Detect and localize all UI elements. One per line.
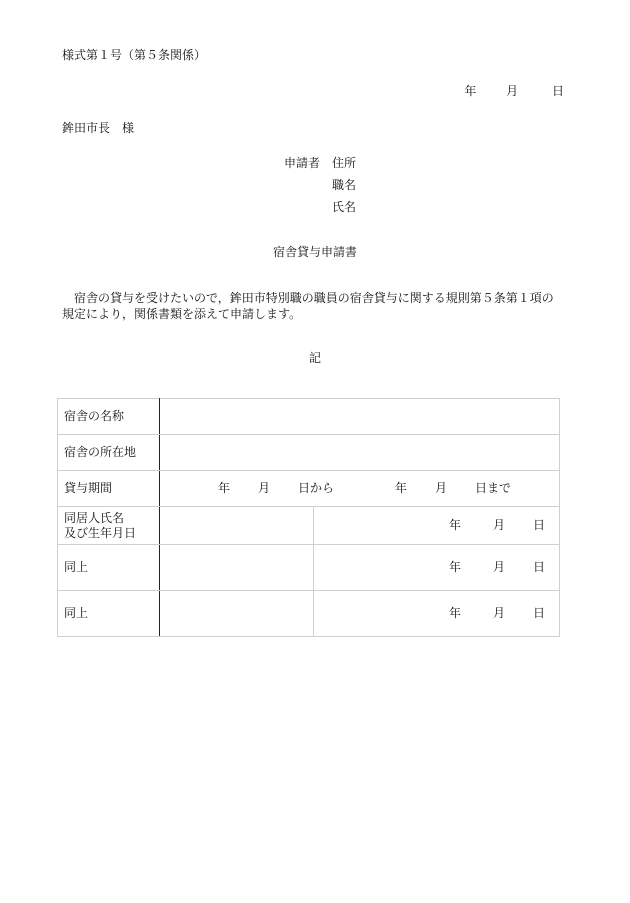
same-name-field-1[interactable] — [160, 545, 314, 591]
body-line-2: 規定により，関係書類を添えて申請します。 — [62, 307, 302, 321]
cohabitant-birthdate-field[interactable] — [314, 507, 560, 545]
period-day-from: 日から — [298, 481, 335, 495]
applicant-position-row — [284, 177, 356, 199]
same-name-field-2[interactable] — [160, 591, 314, 637]
loan-period-values — [166, 481, 553, 496]
table-row-dormitory-name — [58, 399, 560, 435]
ymd-month: 月 — [492, 606, 505, 620]
period-year-1: 年 — [218, 481, 231, 495]
same-label-1: 同上 — [58, 545, 160, 591]
addressee: 鉾田市長 様 — [62, 121, 135, 135]
table-row-same-2 — [58, 591, 560, 637]
dormitory-name-field[interactable] — [160, 399, 560, 435]
period-year-2: 年 — [395, 481, 408, 495]
date-year: 年 — [464, 84, 477, 98]
ymd-year: 年 — [448, 560, 461, 574]
body-text — [62, 290, 568, 322]
date-month: 月 — [506, 84, 519, 98]
applicant-address-row — [284, 155, 356, 177]
table-row-loan-period — [58, 471, 560, 507]
form-number: 様式第１号（第５条関係） — [62, 48, 207, 62]
period-month-1: 月 — [258, 481, 271, 495]
ymd-year: 年 — [448, 606, 461, 620]
ymd-month: 月 — [492, 560, 505, 574]
ymd-month: 月 — [492, 518, 505, 532]
loan-period-field[interactable] — [160, 471, 560, 507]
position-label: 職名 — [332, 178, 357, 192]
period-day-until: 日まで — [475, 481, 512, 495]
application-table — [57, 398, 560, 637]
cohabitant-label — [58, 507, 160, 545]
cohabitant-name-field[interactable] — [160, 507, 314, 545]
ymd-day: 日 — [532, 560, 545, 574]
name-label: 氏名 — [332, 200, 357, 214]
period-month-2: 月 — [435, 481, 448, 495]
cohabitant-label-line-1: 同居人氏名 — [64, 510, 125, 525]
address-label: 住所 — [332, 156, 357, 170]
document-title: 宿舎貸与申請書 — [272, 245, 357, 259]
applicant-role: 申請者 — [284, 156, 321, 170]
same-birthdate-field-1[interactable] — [314, 545, 560, 591]
body-line-1: 宿舎の貸与を受けたいので，鉾田市特別職の職員の宿舎貸与に関する規則第５条第１項の — [74, 291, 554, 305]
same-label-2: 同上 — [58, 591, 160, 637]
applicant-block — [284, 155, 356, 221]
same-birthdate-field-2[interactable] — [314, 591, 560, 637]
ymd-year: 年 — [448, 518, 461, 532]
table-row-cohabitant — [58, 507, 560, 545]
applicant-name-row — [284, 199, 356, 221]
dormitory-name-label: 宿舎の名称 — [58, 399, 160, 435]
loan-period-label: 貸与期間 — [58, 471, 160, 507]
ymd-day: 日 — [532, 606, 545, 620]
cohabitant-label-line-2: 及び生年月日 — [64, 525, 137, 540]
table-row-same-1 — [58, 545, 560, 591]
dormitory-location-field[interactable] — [160, 435, 560, 471]
date-day: 日 — [551, 84, 564, 98]
date-line — [464, 83, 564, 99]
ymd-day: 日 — [532, 518, 545, 532]
table-row-dormitory-location — [58, 435, 560, 471]
ki-heading: 記 — [308, 351, 321, 365]
dormitory-location-label: 宿舎の所在地 — [58, 435, 160, 471]
